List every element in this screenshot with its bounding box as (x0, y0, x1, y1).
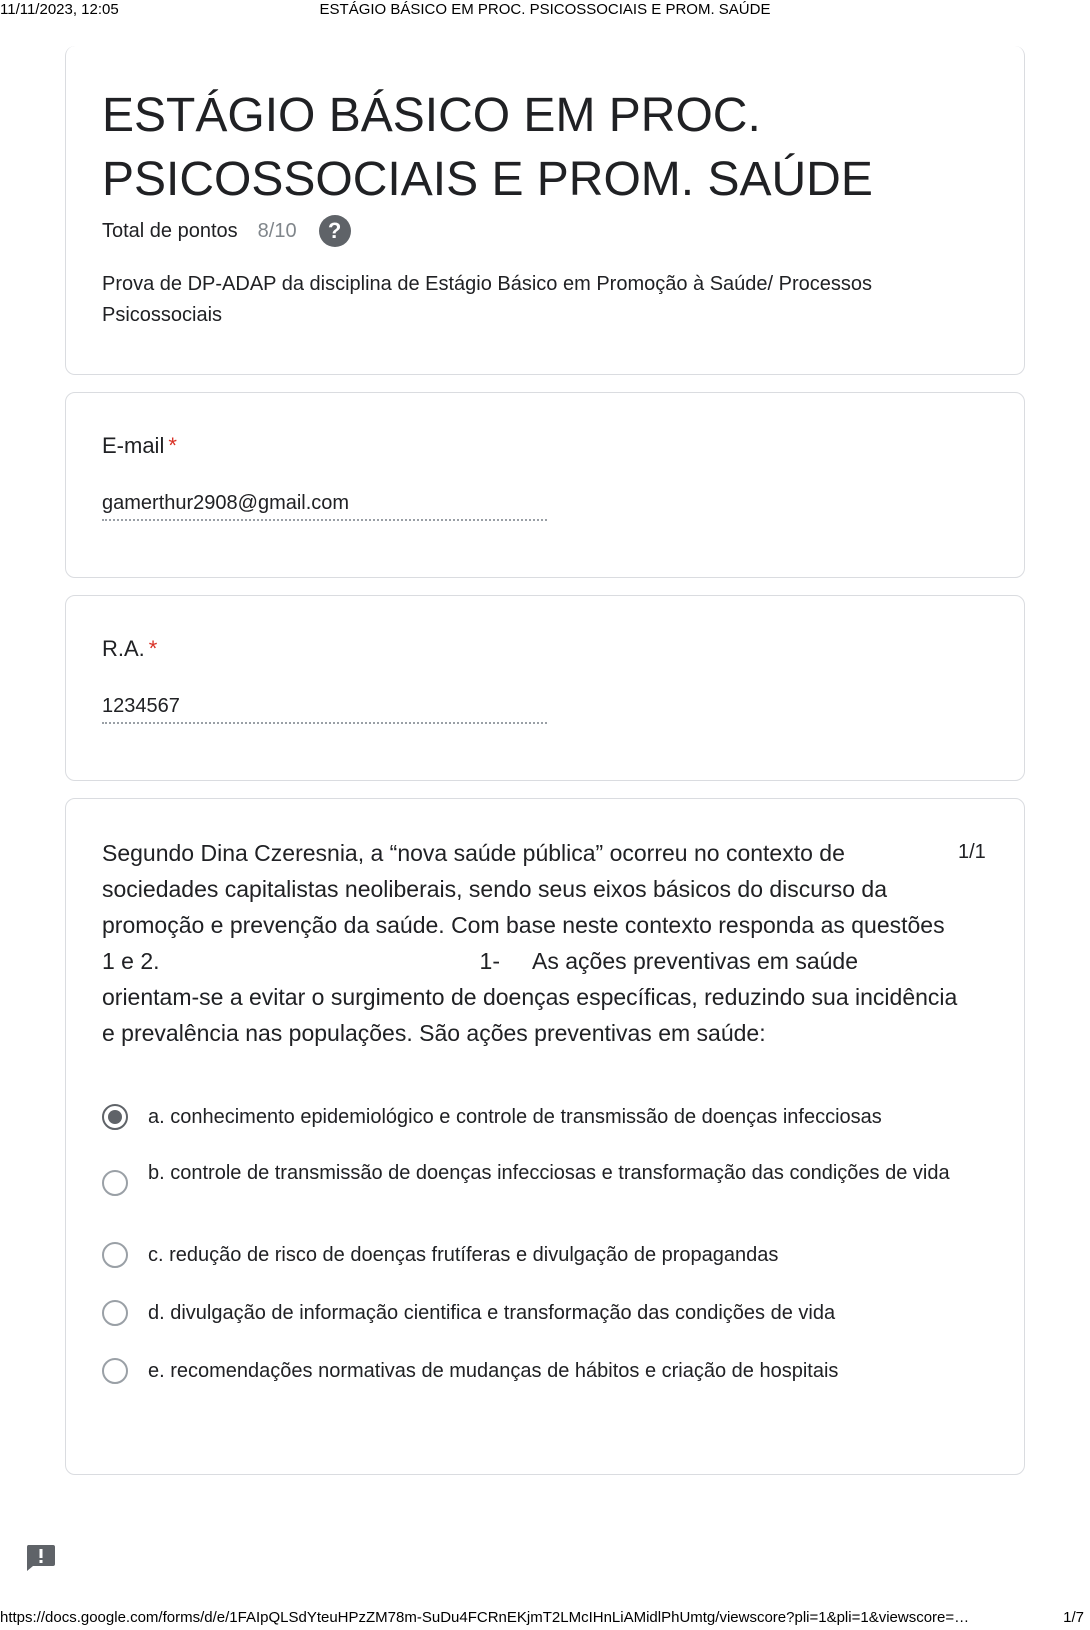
ra-label-text: R.A. (102, 636, 145, 661)
points-value: 8/10 (257, 219, 297, 242)
option-label: e. recomendações normativas de mudanças de hábitos e criação de hospitais (148, 1360, 839, 1382)
required-asterisk: * (168, 433, 177, 458)
option-e[interactable] (102, 1358, 992, 1416)
question-number: 1- (479, 948, 500, 974)
ra-label (102, 636, 157, 662)
option-label: c. redução de risco de doenças frutíferas e divulgação de propagandas (148, 1244, 779, 1266)
email-label (102, 433, 177, 459)
print-footer (0, 1607, 1090, 1629)
option-label: d. divulgação de informação cientifica e transformação das condições de vida (148, 1302, 836, 1324)
report-feedback-icon[interactable] (25, 1544, 56, 1572)
print-url: https://docs.google.com/forms/d/e/1FAIpQLSdYteuHPzZM78m-SuDu4FCRnEKjmT2LMcIHnLiAMidlPhUmtg/viewscore?pli=1&pli=1&viewscore=… (0, 1609, 970, 1626)
email-label-text: E-mail (102, 433, 165, 458)
question-score: 1/1 (958, 841, 986, 863)
print-datetime: 11/11/2023, 12:05 (0, 1, 119, 18)
radio-unselected-icon[interactable] (102, 1358, 128, 1384)
email-field: gamerthur2908@gmail.com (102, 489, 547, 521)
form-header-card (65, 46, 1025, 375)
option-label: a. conhecimento epidemiológico e controle de transmissão de doenças infecciosas (148, 1106, 882, 1128)
form-description: Prova de DP-ADAP da disciplina de Estágio Básico em Promoção à Saúde/ Processos Psicossociais (102, 273, 873, 326)
question-card (65, 798, 1025, 1475)
points-label: Total de pontos (102, 219, 238, 242)
form-title: ESTÁGIO BÁSICO EM PROC. PSICOSSOCIAIS E PROM. SAÚDE (102, 89, 873, 206)
option-b[interactable] (102, 1160, 992, 1242)
option-label: b. controle de transmissão de doenças infecciosas e transformação das condições de vida (148, 1162, 950, 1184)
question-text-intro: Segundo Dina Czeresnia, a “nova saúde pública” ocorreu no contexto de sociedades capitalistas neoliberais, sendo seus eixos básicos do discurso da promoção e prevenção da saúde. Com base neste contexto responda as questões 1 e 2. (102, 840, 945, 974)
print-header (0, 0, 1090, 22)
radio-selected-icon[interactable] (102, 1104, 128, 1130)
total-points-row (102, 214, 351, 248)
option-c[interactable] (102, 1242, 992, 1300)
radio-unselected-icon[interactable] (102, 1300, 128, 1326)
radio-unselected-icon[interactable] (102, 1242, 128, 1268)
question-text (102, 835, 960, 1051)
option-d[interactable] (102, 1300, 992, 1358)
required-asterisk: * (148, 636, 158, 661)
radio-dot (108, 1110, 122, 1124)
help-circle-icon[interactable]: ? (319, 215, 351, 247)
ra-card (65, 595, 1025, 781)
option-a[interactable] (102, 1104, 992, 1164)
answer-options (102, 1104, 992, 1416)
radio-unselected-icon[interactable] (102, 1170, 128, 1196)
print-page-number: 1/7 (1063, 1609, 1084, 1626)
ra-field: 1234567 (102, 692, 547, 724)
question-text-body: As ações preventivas em saúde orientam-se a evitar o surgimento de doenças específicas, reduzindo sua incidência e prevalência nas populações. São ações preventivas em saúde: (102, 948, 958, 1046)
email-card (65, 392, 1025, 578)
print-doc-title: ESTÁGIO BÁSICO EM PROC. PSICOSSOCIAIS E PROM. SAÚDE (319, 1, 771, 18)
